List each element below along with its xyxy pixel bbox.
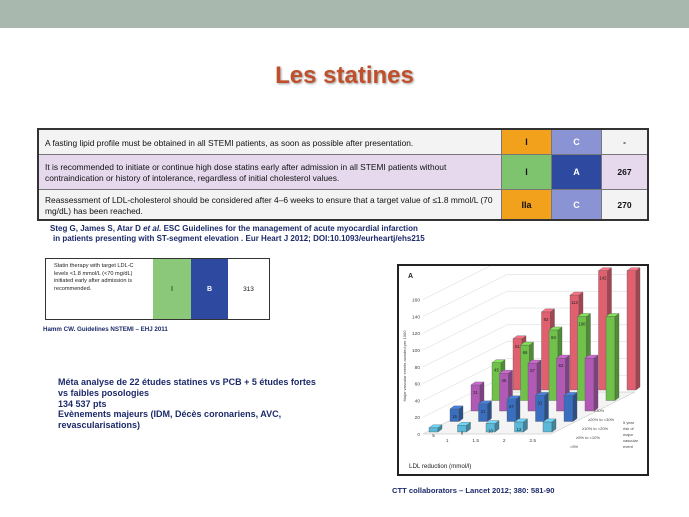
bar-front — [564, 395, 573, 421]
bar-data-label: 31 — [473, 389, 478, 395]
legend-title: vascular — [623, 438, 638, 443]
bar-data-label: 100 — [578, 321, 586, 327]
bar-side — [488, 401, 492, 422]
recommendation-text: A fasting lipid profile must be obtained in all STEMI patients, as soon as possible after presentation. — [39, 130, 501, 154]
legend-label: ≥5% to <10% — [576, 435, 600, 440]
citation-title: ESC Guidelines for the management of acute myocardial infarction — [163, 224, 418, 233]
citation-journal: in patients presenting with ST-segment elevation . Eur Heart J 2012; DOI:10.1093/eurheartj/ehs215 — [53, 234, 425, 243]
legend-title: 5 year — [623, 420, 635, 425]
meta-line: Evènements majeurs (IDM, Décès coronariens, AVC, — [58, 409, 282, 420]
bar-data-label: 113 — [571, 300, 578, 306]
legend-title: risk of — [623, 426, 634, 431]
ref-cell: 267 — [601, 155, 647, 189]
y-tick-label: 100 — [411, 349, 420, 354]
bar-side — [573, 392, 577, 421]
bar-data-label: 12 — [516, 426, 522, 432]
bar-data-label: 84 — [551, 334, 556, 340]
slide-title: Les statines — [275, 62, 414, 89]
bar-front — [606, 317, 615, 401]
y-tick-label: 60 — [414, 382, 420, 388]
bar-front — [536, 395, 545, 421]
bar-data-label: 61 — [515, 343, 520, 349]
level-cell: C — [551, 130, 601, 154]
y-tick-label: 40 — [414, 399, 420, 405]
ref-cell: 270 — [601, 190, 647, 219]
ctt-3d-bar-chart — [399, 266, 647, 474]
recommendation-row — [39, 189, 647, 219]
bar-data-label: 66 — [522, 350, 528, 356]
ctt-citation: CTT collaborators – Lancet 2012; 380: 581-90 — [392, 486, 555, 495]
small-recommendation-text: Statin therapy with target LDL-C levels <1.8 mmol/L (<70 mg/dL) initiated early after admission is recommended. — [54, 263, 134, 292]
bar-front — [627, 271, 636, 390]
bar-side — [545, 392, 549, 421]
small-class-cell: I — [153, 259, 191, 319]
bar-data-label: 15 — [452, 413, 457, 419]
x-axis-label: LDL reduction (mmol/l) — [409, 463, 472, 470]
meta-line: vs faibles posologies — [58, 387, 150, 398]
legend-label: ≥30% — [594, 408, 605, 413]
top-bar — [0, 0, 689, 28]
citation-authors: Steg G, James S, Atar D — [50, 224, 141, 233]
y-tick-label: 80 — [414, 365, 420, 371]
legend-label: ≥10% to <20% — [582, 426, 609, 431]
bar-data-label: 27 — [509, 403, 514, 409]
citation-etal: et al. — [143, 224, 162, 233]
meta-line: 134 537 pts — [58, 398, 107, 409]
bar-data-label: 45 — [494, 367, 499, 373]
y-tick-label: 0 — [417, 433, 420, 438]
legend-label: ≥20% to <30% — [588, 417, 615, 422]
recommendation-row — [39, 154, 647, 189]
recommendation-row — [39, 130, 647, 154]
x-tick-label: 2 — [502, 439, 506, 444]
small-ref-cell: 313 — [243, 285, 254, 293]
class-cell: I — [501, 130, 551, 154]
x-tick-label: 1 — [445, 439, 449, 444]
bar-data-label: 5 — [432, 432, 435, 438]
y-tick-label: 160 — [411, 298, 420, 304]
bar-data-label: 8 — [460, 430, 464, 436]
bar-side — [636, 268, 640, 390]
bar-data-label: 45 — [501, 378, 507, 384]
recommendation-text: It is recommended to initiate or continue high dose statins early after admission in all STEMI patients without contraindication or history of intolerance, regardless of initial cholesterol values. — [39, 155, 501, 189]
bar-side — [594, 355, 598, 411]
small-level-cell: B — [191, 259, 228, 319]
bar-data-label: 10 — [488, 428, 493, 434]
bar-data-label: 31 — [537, 400, 543, 406]
level-cell: A — [551, 155, 601, 189]
bar-data-label: 93 — [543, 316, 549, 322]
bar-front — [585, 358, 594, 411]
bar-front — [429, 428, 438, 432]
meta-analysis-text — [58, 377, 358, 431]
x-tick-label: 2.5 — [529, 439, 537, 444]
bar-data-label: 142 — [599, 275, 607, 281]
meta-line: Méta analyse de 22 études statines vs PCB + 5 études fortes — [58, 377, 316, 387]
legend-title: event — [623, 444, 633, 449]
nstemi-recommendation-table — [45, 258, 270, 320]
y-tick-label: 20 — [414, 416, 420, 422]
y-tick-label: 140 — [411, 315, 420, 321]
legend-title: major — [623, 432, 634, 437]
recommendation-text: Reassessment of LDL-cholesterol should be considered after 4–6 weeks to ensure that a target value of ≤1.8 mmol/L (70 mg/dL) has been reached. — [39, 190, 501, 219]
class-cell: IIa — [501, 190, 551, 219]
bar-data-label: 21 — [480, 408, 486, 414]
meta-line: revascularisations) — [58, 420, 141, 431]
bar-data-label: 57 — [530, 368, 535, 374]
hamm-citation: Hamm CW. Guidelines NSTEMI – EHJ 2011 — [43, 326, 168, 333]
bar-data-label: 63 — [558, 363, 564, 369]
ref-cell: - — [601, 130, 647, 154]
bar-side — [615, 314, 619, 401]
y-axis-label: Major vascular events avoided per 1000 — [402, 330, 407, 402]
y-tick-label: 120 — [411, 332, 420, 338]
bar-side — [516, 396, 520, 422]
bar-front — [543, 422, 552, 432]
bar-front — [507, 399, 516, 422]
x-tick-label: 1.5 — [472, 439, 480, 444]
ctt-chart-panel — [397, 264, 649, 476]
legend-label: <5% — [570, 444, 579, 449]
class-cell: I — [501, 155, 551, 189]
recommendation-table — [37, 128, 649, 221]
panel-label: A — [408, 273, 414, 280]
level-cell: C — [551, 190, 601, 219]
esc-citation — [50, 224, 425, 244]
